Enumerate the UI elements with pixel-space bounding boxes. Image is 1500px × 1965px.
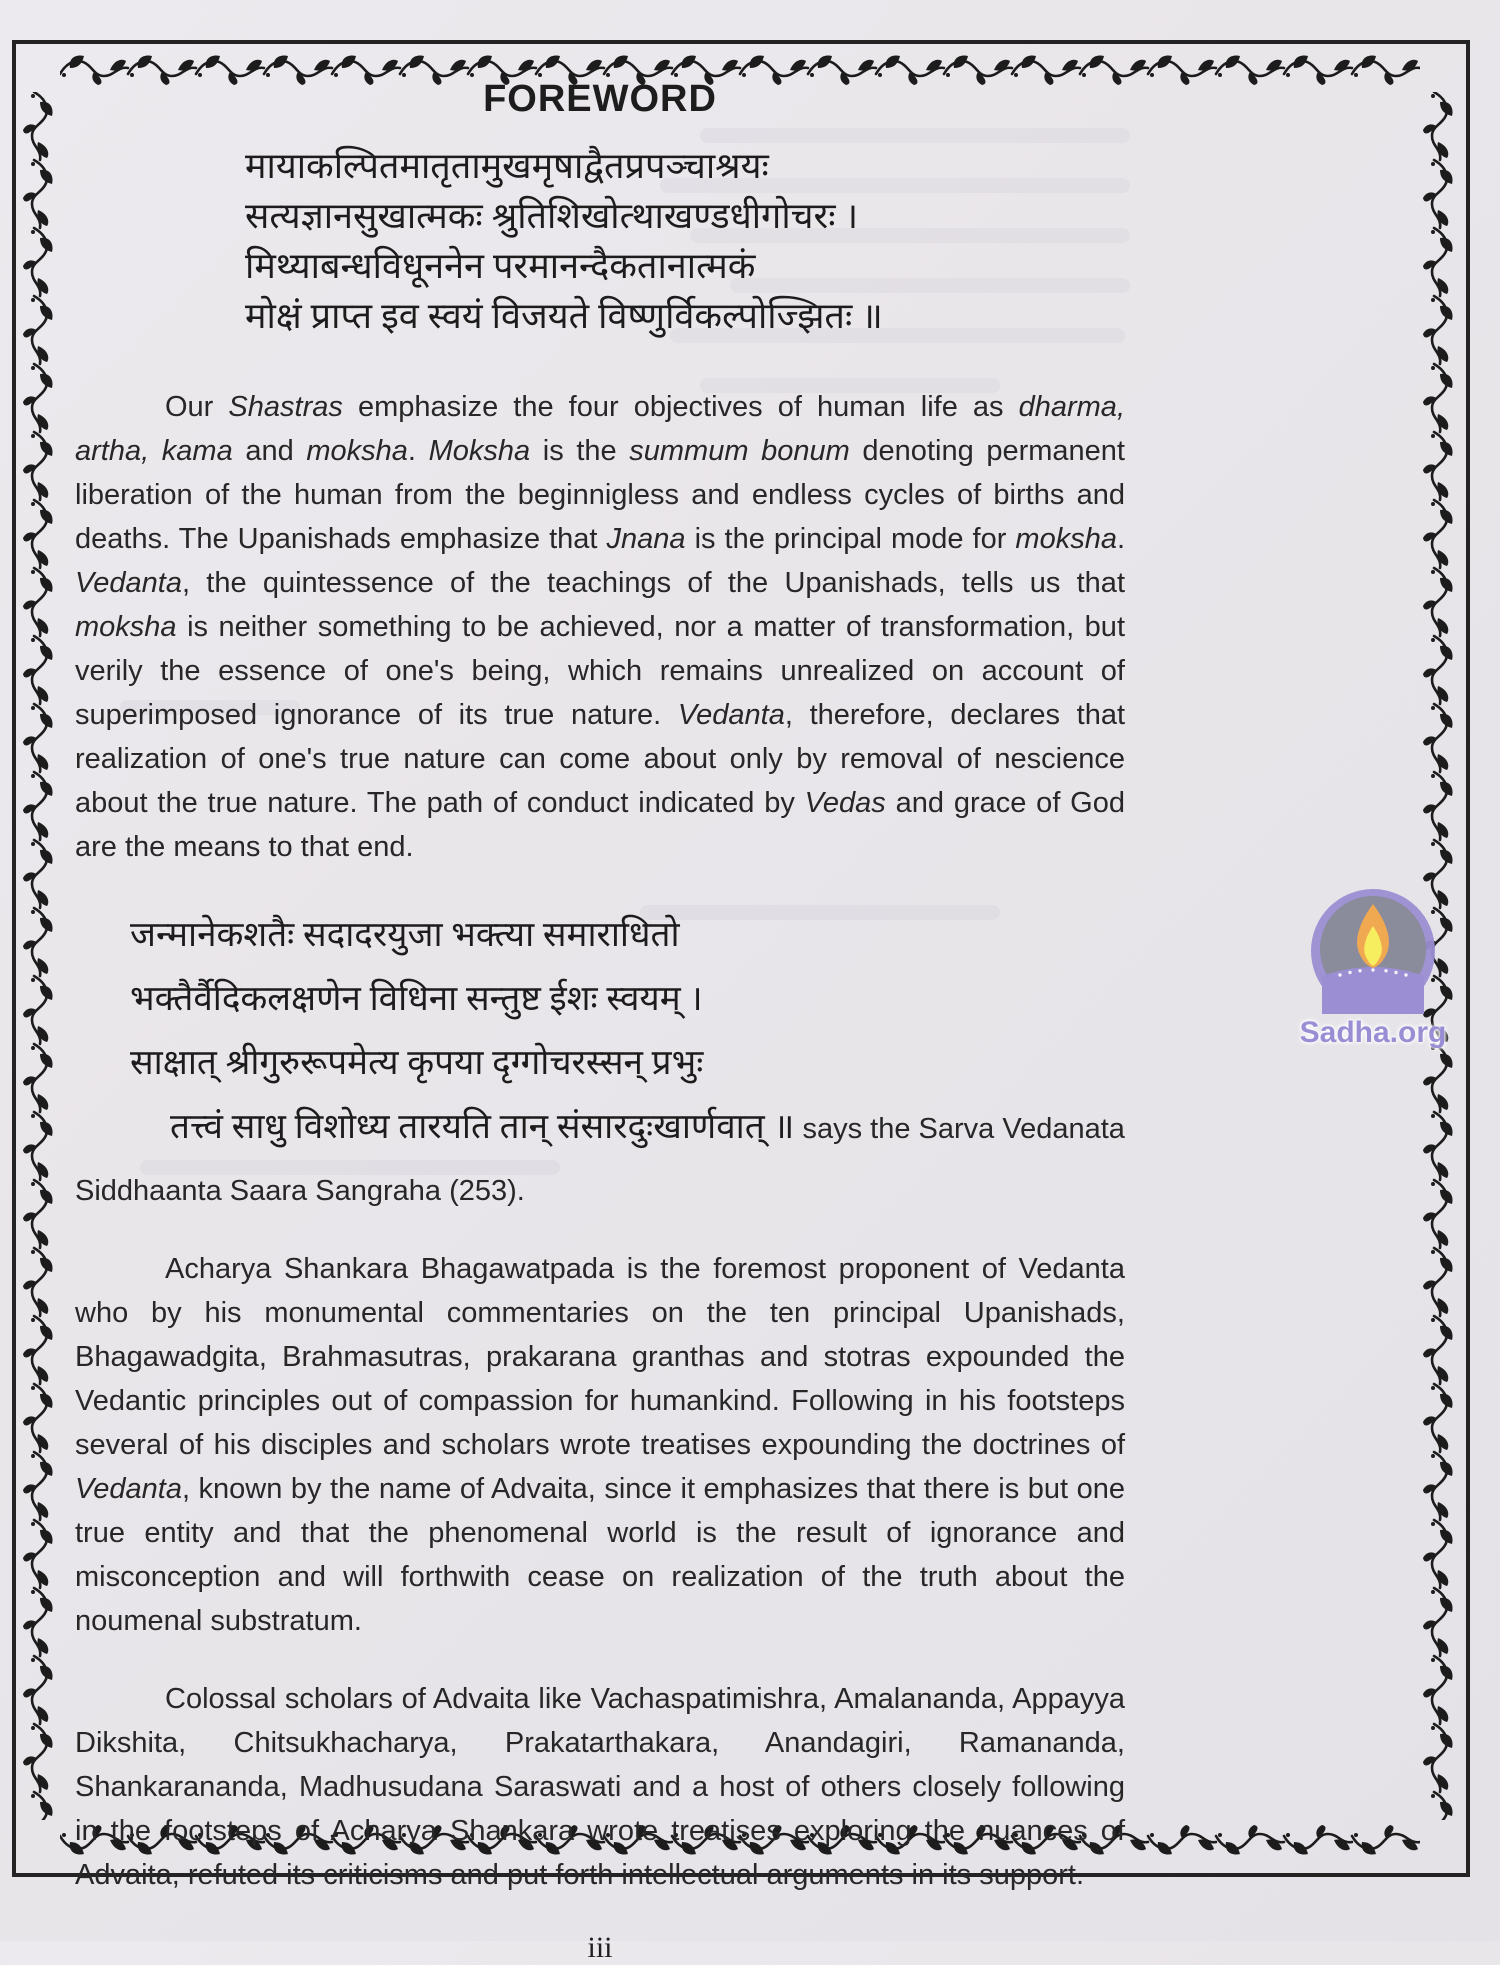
verse-line-with-citation	[130, 1095, 1125, 1161]
verse-line: मायाकल्पितमातृतामुखमृषाद्वैतप्रपञ्चाश्रयः	[245, 146, 769, 186]
page-title: FOREWORD	[483, 78, 717, 120]
verse-line: भक्तैर्वैदिकलक्षणेन विधिना सन्तुष्ट ईशः स्वयम् ।	[130, 979, 703, 1018]
verse-source-line: Siddhaanta Saara Sangraha (253).	[75, 1175, 525, 1207]
page-number: iii	[587, 1931, 613, 1964]
verse-line: सत्यज्ञानसुखात्मकः श्रुतिशिखोत्थाखण्डधीगोचरः ।	[245, 196, 859, 236]
verse-line: साक्षात् श्रीगुरुरूपमेत्य कृपया दृग्गोचरस्सन् प्रभुः	[130, 1043, 704, 1082]
verse-line-devanagari: तत्त्वं साधु विशोध्य तारयति तान् संसारदुःखार्णवात् ॥	[170, 1107, 795, 1146]
verse-line: जन्मानेकशतैः सदादरयुजा भक्त्या समाराधितो	[130, 915, 680, 954]
sadha-watermark	[1298, 888, 1448, 1050]
paragraph-shastras: Our Shastras emphasize the four objectives of human life as dharma, artha, kama and moksha. Moksha is the summum bonum denoting permanent liberation of the human from the beginnigless and endless cycles of births and deaths. The Upanishads emphasize that Jnana is the principal mode for moksha. Vedanta, the quintessence of the teachings of the Upanishads, tells us that moksha is neither something to be achieved, nor a matter of transformation, but verily the essence of one's being, which remains unrealized on account of superimposed ignorance of its true nature. Vedanta, therefore, declares that realization of one's true nature can come about only by removal of nescience about the true nature. The path of conduct indicated by Vedas and grace of God are the means to that end.	[75, 391, 1126, 863]
page-content	[75, 78, 1125, 1965]
paragraph-acharya-shankara: Acharya Shankara Bhagawatpada is the foremost proponent of Vedanta who by his monumental commentaries on the ten principal Upanishads, Bhagawadgita, Brahmasutras, prakarana granthas and stotras expounded the Vedantic principles out of compassion for humankind. Following in his footsteps several of his disciples and scholars wrote treatises expounding the doctrines of Vedanta, known by the name of Advaita, since it emphasizes that there is but one true entity and that the phenomenal world is the result of ignorance and misconception and will forthwith cease on realization of the truth about the noumenal substratum.	[75, 1253, 1125, 1637]
sanskrit-verse-1	[245, 141, 1125, 341]
verse-line: मोक्षं प्राप्त इव स्वयं विजयते विष्णुर्विकल्पोज्झितः ॥	[245, 296, 883, 336]
watermark-label: Sadha.org	[1299, 1016, 1447, 1049]
paragraph-colossal-scholars: Colossal scholars of Advaita like Vachaspatimishra, Amalananda, Appayya Dikshita, Chitsukhacharya, Prakatarthakara, Anandagiri, Ramananda, Shankarananda, Madhusudana Saraswati and a host of others closely following in the footsteps of Acharya Shankara wrote treatises exploring the nuances of Advaita, refuted its criticisms and put forth intellectual arguments in its support.	[75, 1683, 1125, 1891]
diya-lamp-icon	[1310, 888, 1436, 1014]
sanskrit-verse-2	[130, 903, 1125, 1161]
verse-line: मिथ्याबन्धविधूननेन परमानन्दैकतानात्मकं	[245, 246, 756, 286]
verse-citation-lead: says the Sarva Vedanata	[794, 1113, 1125, 1145]
vine-border-left	[22, 92, 56, 1820]
